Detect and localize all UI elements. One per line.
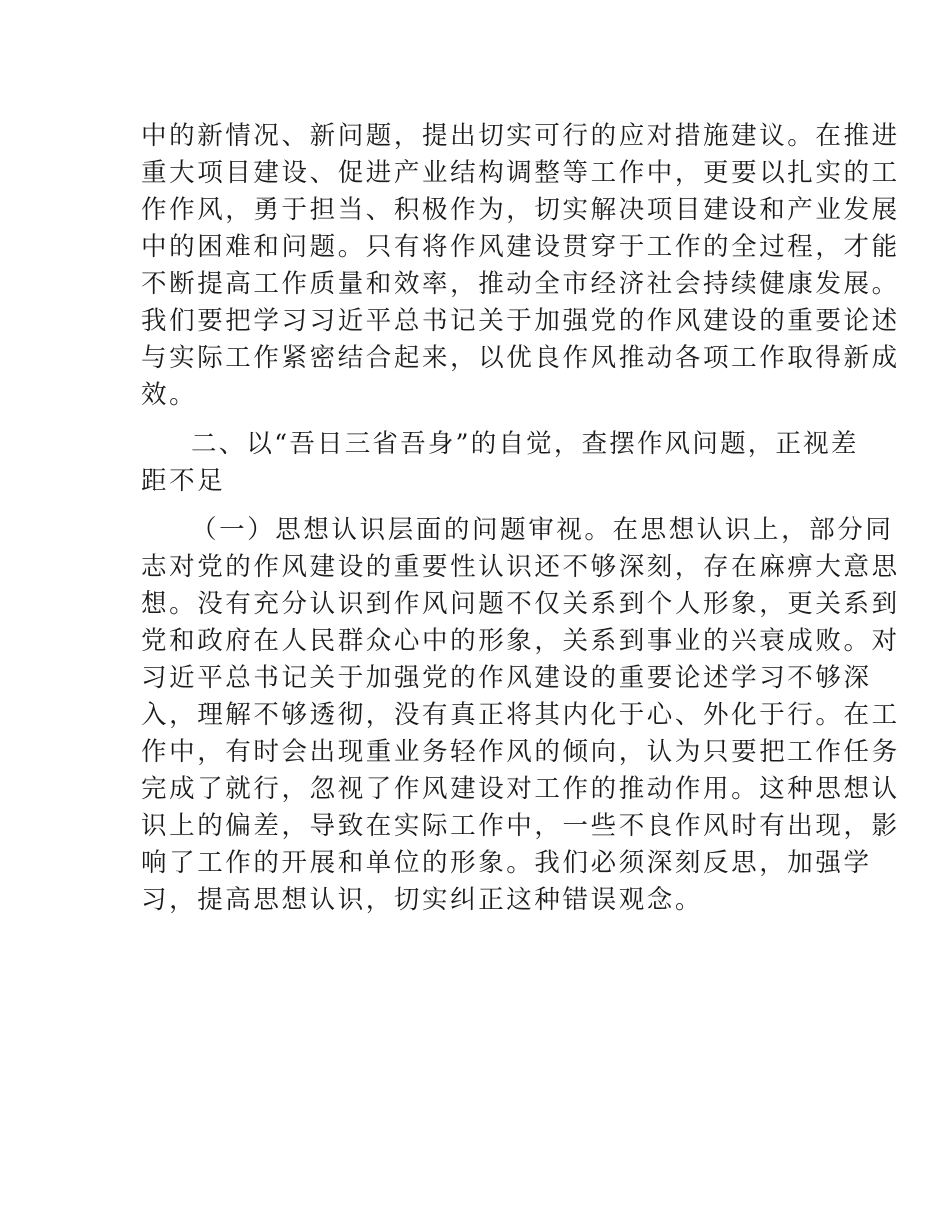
paragraph-spacer — [141, 414, 811, 426]
text-line: 识上的偏差，导致在实际工作中，一些不良作风时有出现，影 — [141, 811, 900, 841]
text-line: 我们要把学习习近平总书记关于加强党的作风建设的重要论述 — [141, 306, 900, 336]
text-line: 完成了就行，忽视了作风建设对工作的推动作用。这种思想认 — [141, 774, 900, 804]
text-line: 效。 — [141, 380, 198, 410]
text-line: 与实际工作紧密结合起来，以优良作风推动各项工作取得新成 — [141, 343, 900, 373]
text-line: 中的新情况、新问题，提出切实可行的应对措施建议。在推进 — [141, 121, 900, 151]
text-line: 想。没有充分认识到作风问题不仅关系到个人形象，更关系到 — [141, 589, 900, 619]
heading-line: 距不足 — [141, 466, 226, 496]
paragraph-thinking-awareness — [141, 512, 900, 919]
text-line: （一）思想认识层面的问题审视。在思想认识上，部分同 — [191, 515, 894, 545]
text-line: 志对党的作风建设的重要性认识还不够深刻，存在麻痹大意思 — [141, 552, 900, 582]
paragraph-spacer — [141, 500, 811, 512]
heading-line: 二、以“吾日三省吾身”的自觉，查摆作风问题，正视差 — [191, 429, 859, 459]
text-line: 中的困难和问题。只有将作风建设贯穿于工作的全过程，才能 — [141, 232, 900, 262]
document-body — [141, 118, 900, 919]
text-line: 作作风，勇于担当、积极作为，切实解决项目建设和产业发展 — [141, 195, 900, 225]
text-line: 习近平总书记关于加强党的作风建设的重要论述学习不够深 — [141, 663, 872, 693]
text-line: 不断提高工作质量和效率，推动全市经济社会持续健康发展。 — [141, 269, 900, 299]
text-line: 作中，有时会出现重业务轻作风的倾向，认为只要把工作任务 — [141, 737, 900, 767]
text-line: 入，理解不够透彻，没有真正将其内化于心、外化于行。在工 — [141, 700, 900, 730]
text-line: 重大项目建设、促进产业结构调整等工作中，更要以扎实的工 — [141, 158, 900, 188]
text-line: 党和政府在人民群众心中的形象，关系到事业的兴衰成败。对 — [141, 626, 900, 656]
paragraph-continuation — [141, 118, 900, 414]
text-line: 响了工作的开展和单位的形象。我们必须深刻反思，加强学 — [141, 848, 872, 878]
section-heading — [141, 426, 859, 500]
text-line: 习，提高思想认识，切实纠正这种错误观念。 — [141, 885, 704, 915]
